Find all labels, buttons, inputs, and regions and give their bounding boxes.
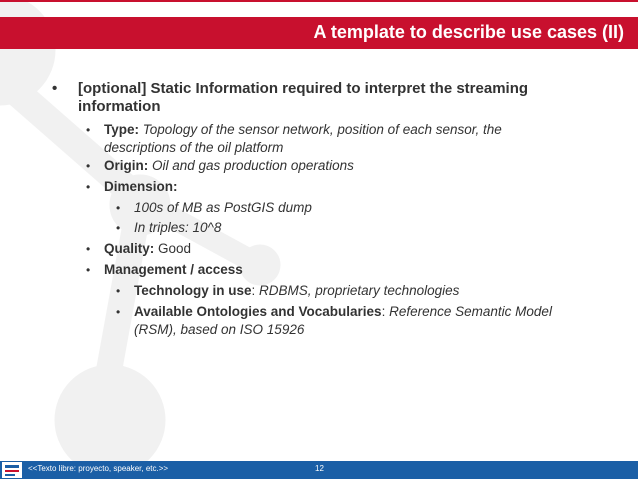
dimension-label: Dimension: (104, 179, 178, 194)
bullet-dot: • (86, 123, 91, 137)
bullet-dot: • (86, 180, 91, 194)
ontologies-value-line-1: Reference Semantic Model (389, 304, 552, 319)
bullet-dot: • (86, 263, 91, 277)
type-value-line-2: descriptions of the oil platform (104, 140, 284, 155)
origin-label: Origin: (104, 158, 149, 173)
technology-label: Technology in use (134, 283, 252, 298)
management-label: Management / access (104, 262, 243, 277)
technology-colon: : (251, 283, 256, 298)
page-number: 12 (315, 464, 324, 473)
type-label: Type: (104, 122, 140, 137)
bullet-text-line-2: information (78, 98, 161, 115)
technology-value: RDBMS, proprietary technologies (259, 283, 460, 298)
footer-text: <<Texto libre: proyecto, speaker, etc.>> (28, 464, 169, 473)
bullet-dot: • (116, 221, 121, 235)
quality-value: Good (158, 241, 192, 256)
bullet-dot: • (116, 201, 121, 215)
dimension-item-2: In triples: 10^8 (134, 220, 222, 235)
ontologies-label: Available Ontologies and Vocabularies (134, 304, 382, 319)
type-value-line-1: Topology of the sensor network, position of each sensor, the (142, 122, 502, 137)
bullet-dot: • (86, 159, 91, 173)
quality-label: Quality: (104, 241, 155, 256)
organization-logo-icon (2, 462, 22, 478)
ontologies-value-line-2: (RSM), based on ISO 15926 (134, 322, 305, 337)
bullet-text-line-1: [optional] Static Information required to interpret the streaming (78, 80, 529, 97)
footer-bar (0, 461, 638, 479)
bullet-dot: • (116, 284, 121, 298)
slide-title: A template to describe use cases (II) (313, 22, 624, 42)
dimension-item-1: 100s of MB as PostGIS dump (134, 200, 312, 215)
ontologies-colon: : (381, 304, 386, 319)
origin-value: Oil and gas production operations (152, 158, 354, 173)
bullet-dot: • (86, 242, 91, 256)
bullet-dot: • (116, 305, 121, 319)
bullet-dot: • (52, 80, 58, 97)
